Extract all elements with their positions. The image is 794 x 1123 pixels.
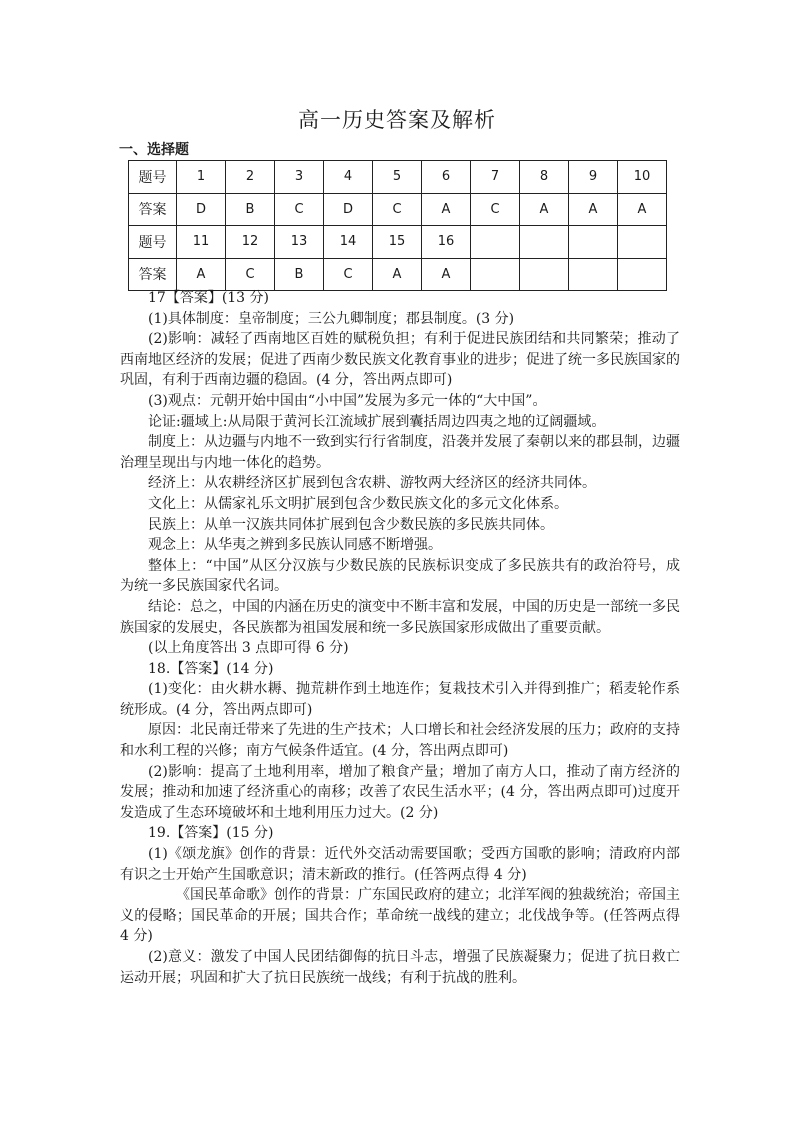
table-cell: 8 <box>520 161 569 194</box>
q17-header: 17【答案】(13 分) <box>148 290 270 306</box>
table-row <box>129 258 667 291</box>
table-cell: 9 <box>569 161 618 194</box>
q18-part2: (2)影响：提高了土地利用率，增加了粮食产量；增加了南方人口，推动了南方经济的发展；推动和加速了经济重心的南移；改善了农民生活水平；(4 分，答出两点即可)过度开发造成了生态环境破坏和土地利用压力过大。(2 分) <box>120 763 680 821</box>
table-cell <box>618 226 667 259</box>
table-cell: 5 <box>373 161 422 194</box>
table-cell <box>520 226 569 259</box>
row-header: 答案 <box>129 258 177 291</box>
table-cell: 12 <box>226 226 275 259</box>
table-cell: C <box>324 258 373 291</box>
table-cell: 16 <box>422 226 471 259</box>
table-cell: A <box>569 193 618 226</box>
table-cell: 10 <box>618 161 667 194</box>
table-cell: A <box>520 193 569 226</box>
table-row <box>129 193 667 226</box>
table-cell: A <box>618 193 667 226</box>
q17-part3: (3)观点：元朝开始中国由“小中国”发展为多元一体的“大中国”。 <box>148 392 547 409</box>
row-header: 题号 <box>129 161 177 194</box>
table-cell <box>569 258 618 291</box>
q19-header: 19.【答案】(15 分) <box>148 825 274 842</box>
page-title: 高一历史答案及解析 <box>298 108 496 132</box>
table-cell: A <box>422 258 471 291</box>
table-cell: 1 <box>177 161 226 194</box>
q19-part1-song2: 《国民革命歌》创作的背景：广东国民政府的建立；北洋军阀的独裁统治；帝国主义的侵略；国民革命的开展；国共合作；革命统一战线的建立；北伐战争等。(任答两点得 4 分) <box>120 887 680 945</box>
answer-table <box>128 160 667 291</box>
q17-argument-overall: 整体上：“中国”从区分汉族与少数民族的民族标识变成了多民族共有的政治符号，成为统一多民族国家代名词。 <box>120 557 680 595</box>
q17-conclusion: 结论：总之，中国的内涵在历史的演变中不断丰富和发展，中国的历史是一部统一多民族国家的发展史，各民族都为祖国发展和统一多民族国家形成做出了重要贡献。 <box>120 598 680 636</box>
q17-part1: (1)具体制度：皇帝制度；三公九卿制度；郡县制度。(3 分) <box>148 310 515 327</box>
q17-part2: (2)影响：减轻了西南地区百姓的赋税负担；有利于促进民族团结和共同繁荣；推动了西南地区经济的发展；促进了西南少数民族文化教育事业的进步；促进了统一多民族国家的巩固，有利于西南边疆的稳固。(4 分，答出两点即可) <box>120 331 680 389</box>
table-row <box>129 161 667 194</box>
q17-argument-culture: 文化上：从儒家礼乐文明扩展到包含少数民族文化的多元文化体系。 <box>148 495 568 512</box>
q18-part1-change: (1)变化：由火耕水耨、抛荒耕作到土地连作；复栽技术引入并得到推广；稻麦轮作系统形成。(4 分，答出两点即可) <box>120 681 680 718</box>
table-cell: A <box>422 193 471 226</box>
section-heading: 一、选择题 <box>119 142 189 158</box>
q17-scoring-note: (以上角度答出 3 点即可得 6 分) <box>148 640 349 657</box>
table-cell: 14 <box>324 226 373 259</box>
q17-argument-ethnic: 民族上：从单一汉族共同体扩展到包含少数民族的多民族共同体。 <box>148 516 554 533</box>
table-cell: 4 <box>324 161 373 194</box>
q19-part2: (2)意义：激发了中国人民团结御侮的抗日斗志，增强了民族凝聚力；促进了抗日救亡运动开展；巩固和扩大了抗日民族统一战线；有利于抗战的胜利。 <box>120 949 680 986</box>
table-cell: C <box>275 193 324 226</box>
q18-header: 18.【答案】(14 分) <box>148 660 274 677</box>
table-cell: 15 <box>373 226 422 259</box>
table-cell: C <box>373 193 422 226</box>
row-header: 题号 <box>129 226 177 259</box>
table-cell: 7 <box>471 161 520 194</box>
q17-argument-economy: 经济上：从农耕经济区扩展到包含农耕、游牧两大经济区的经济共同体。 <box>148 475 596 492</box>
table-cell: B <box>226 193 275 226</box>
table-cell <box>520 258 569 291</box>
table-cell: 3 <box>275 161 324 194</box>
table-cell: D <box>324 193 373 226</box>
q18-part1-reason: 原因：北民南迁带来了先进的生产技术；人口增长和社会经济发展的压力；政府的支持和水利工程的兴修；南方气候条件适宜。(4 分，答出两点即可) <box>120 722 680 760</box>
table-cell: D <box>177 193 226 226</box>
answer-body <box>120 288 680 988</box>
table-cell: A <box>373 258 422 291</box>
q19-part1-song1: (1)《颂龙旗》创作的背景：近代外交活动需要国歌；受西方国歌的影响；清政府内部有识之士开始产生国歌意识；清末新政的推行。(任答两点得 4 分) <box>120 846 680 883</box>
table-row <box>129 226 667 259</box>
table-cell <box>471 258 520 291</box>
q17-argument-concept: 观念上：从华夷之辨到多民族认同感不断增强。 <box>148 537 442 554</box>
row-header: 答案 <box>129 193 177 226</box>
q17-argument-territory: 论证:疆域上:从局限于黄河长江流域扩展到囊括周边四夷之地的辽阔疆域。 <box>148 413 606 430</box>
table-cell: C <box>471 193 520 226</box>
table-cell <box>618 258 667 291</box>
table-cell: B <box>275 258 324 291</box>
table-cell: 11 <box>177 226 226 259</box>
table-cell: 2 <box>226 161 275 194</box>
table-cell <box>471 226 520 259</box>
q17-argument-institution: 制度上：从边疆与内地不一致到实行行省制度，沿袭并发展了秦朝以来的郡县制，边疆治理呈现出与内地一体化的趋势。 <box>120 434 680 471</box>
table-cell <box>569 226 618 259</box>
table-cell: 13 <box>275 226 324 259</box>
table-cell: A <box>177 258 226 291</box>
table-cell: C <box>226 258 275 291</box>
table-cell: 6 <box>422 161 471 194</box>
